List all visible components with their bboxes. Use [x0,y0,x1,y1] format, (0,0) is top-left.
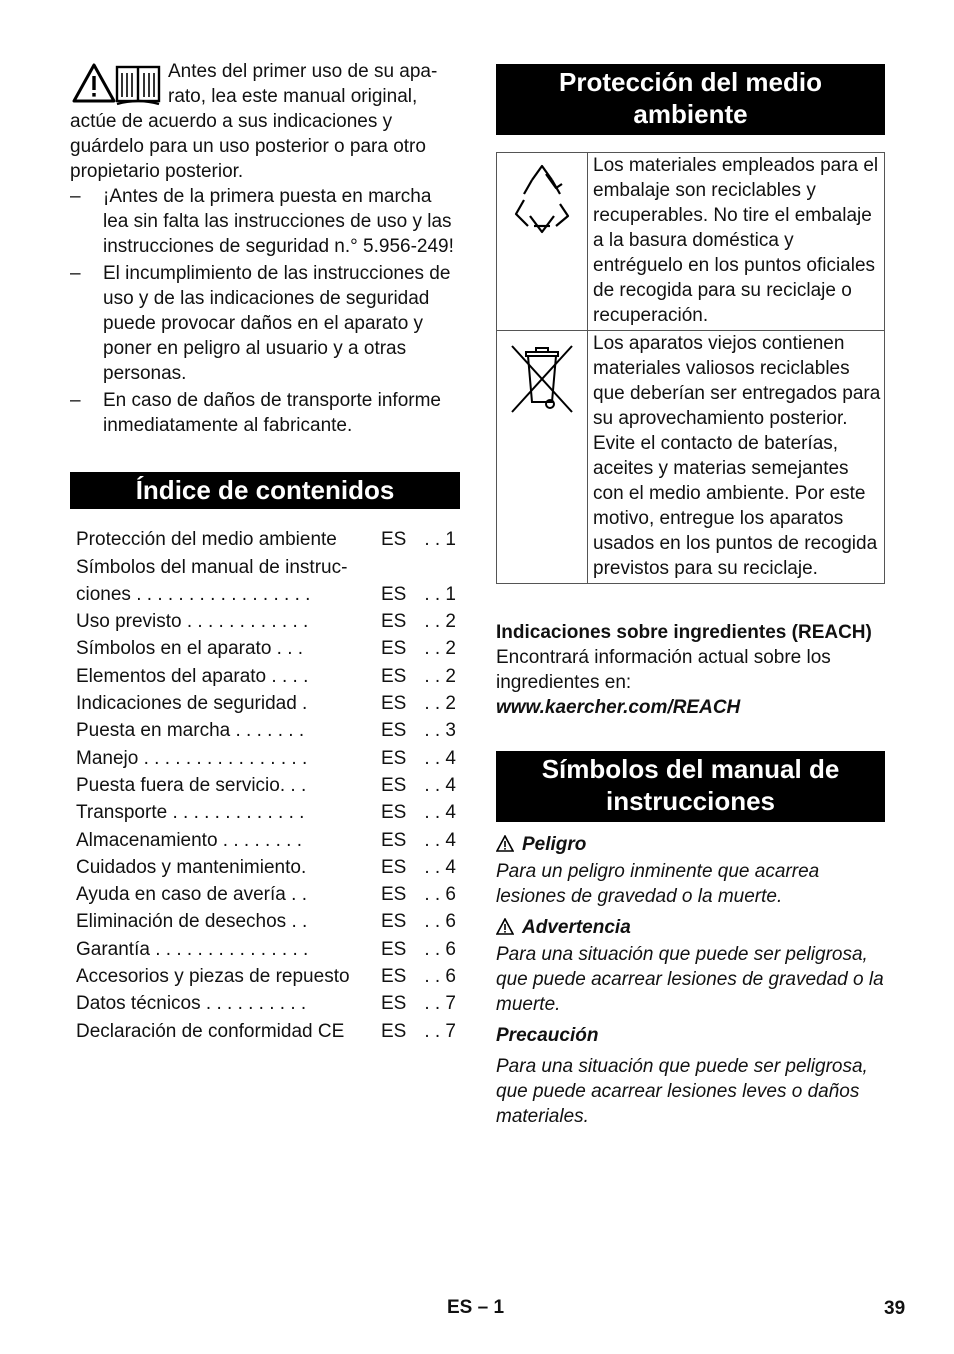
toc-entry-lang: ES [381,583,407,605]
toc-entry-page: . . 2 [424,665,456,687]
crossed-bin-text: Los aparatos viejos contienen materiales valiosos reciclables que deberían ser entregados para su aprovechamiento posterior. Evite el contacto de baterías, aceites y materias semejantes con el medio ambiente. Por este motivo, entregue los aparatos usados en los puntos de recogida previstos para su reciclaje. [588,331,885,584]
toc-row [70,607,460,634]
intro-line: propietario posterior. [70,161,244,182]
toc-entry-title: Símbolos en el aparato . . . [76,638,304,660]
toc-entry-title: Ayuda en caso de avería . . [76,884,307,906]
warning-icon [496,835,514,852]
reach-url[interactable]: www.kaercher.com/REACH [496,697,741,718]
reach-heading: Indicaciones sobre ingredientes (REACH) [496,622,872,643]
toc-entry-page: . . 3 [424,720,456,742]
toc-entry-lang: ES [381,938,407,960]
toc-entry-title: Accesorios y piezas de repuesto [76,966,350,988]
toc-row [70,907,460,934]
toc-entry-lang: ES [381,747,407,769]
toc-entry-title: Protección del medio ambiente [76,529,337,551]
toc-row [70,716,460,743]
table-row [497,153,885,331]
toc-entry-title: Uso previsto . . . . . . . . . . . . [76,611,309,633]
symbol-text-danger: Para un peligro inminente que acarrea lesiones de gravedad o la muerte. [496,861,820,907]
toc-row [70,634,460,661]
toc-entry-title: Elementos del aparato . . . . [76,665,309,687]
toc-entry-title: Indicaciones de seguridad . [76,693,308,715]
environment-table [496,152,885,584]
toc-row [70,580,460,607]
toc-entry-lang: ES [381,665,407,687]
toc-entry-page: . . 6 [424,966,456,988]
table-row [497,331,885,584]
toc-row [70,689,460,716]
toc-entry-lang: ES [381,993,407,1015]
toc-entry-lang: ES [381,611,407,633]
intro-block [70,59,460,184]
toc-entry-page: . . 4 [424,774,456,796]
toc-entry-page: . . 2 [424,611,456,633]
environment-heading: Protección del medio ambiente [496,64,885,135]
toc-entry-title: Datos técnicos . . . . . . . . . . [76,993,307,1015]
intro-bullet-list [70,184,460,440]
page-number: 39 [884,1298,906,1319]
toc-entry-lang: ES [381,966,407,988]
toc-row [70,989,460,1016]
crossed-bin-icon [502,332,582,418]
toc-entry-lang: ES [381,774,407,796]
toc-row [70,798,460,825]
toc-row [70,825,460,852]
toc-entry-page: . . 4 [424,856,456,878]
toc-entry-lang [376,552,423,579]
toc-entry-lang: ES [381,1020,407,1042]
symbol-text-caution: Para una situación que puede ser peligrosa, que puede acarrear lesiones leves o daños materiales. [496,1056,868,1127]
toc-entry-page: . . 7 [424,993,456,1015]
recycling-text: Los materiales empleados para el embalaje son reciclables y recuperables. No tire el embalaje a la basura doméstica y entréguelo en los puntos oficiales de recogida para su reciclaje o recuperación. [588,153,885,331]
toc-entry-lang: ES [381,529,407,551]
toc-entry-page: . . 2 [424,638,456,660]
toc-entry-title: Declaración de conformidad CE [76,1020,345,1042]
recycling-cell [497,153,588,331]
intro-icons [70,61,162,107]
toc-row [70,853,460,880]
toc-entry-lang: ES [381,638,407,660]
list-item: – En caso de daños de transporte informe inmediatamente al fabricante. [70,390,441,436]
toc-row [70,743,460,770]
toc-entry-title: Manejo . . . . . . . . . . . . . . . . [76,747,308,769]
toc-entry-lang: ES [381,884,407,906]
toc-entry-page: . . 6 [424,884,456,906]
toc-entry-lang: ES [381,829,407,851]
toc-entry-page: . . 2 [424,693,456,715]
toc-entry-title: Transporte . . . . . . . . . . . . . [76,802,305,824]
toc-row [70,934,460,961]
toc-entry-title: Almacenamiento . . . . . . . . [76,829,302,851]
toc-entry-title: ciones . . . . . . . . . . . . . . . . . [76,583,311,605]
toc-row [70,962,460,989]
toc-entry-lang: ES [381,720,407,742]
toc-entry-title: Símbolos del manual de instruc- [76,556,348,578]
toc-row [70,771,460,798]
symbol-heading-warning: Advertencia [496,915,885,940]
toc-entry-page: . . 6 [424,938,456,960]
symbols-block [496,832,885,1129]
toc-entry-title: Puesta fuera de servicio. . . [76,774,307,796]
intro-line: Antes del primer uso de su apa- [168,61,438,82]
toc-table [70,525,460,1044]
toc-row [70,525,460,552]
warning-manual-icon [70,61,162,107]
toc-entry-title: Eliminación de desechos . . [76,911,308,933]
toc-entry-page: . . 4 [424,829,456,851]
symbol-text-warning: Para una situación que puede ser peligrosa, que puede acarrear lesiones de gravedad o la muerte. [496,944,884,1015]
toc-entry-page: . . 1 [424,529,456,551]
toc-entry-page [423,552,460,579]
list-item: – ¡Antes de la primera puesta en marcha lea sin falta las instrucciones de uso y las instrucciones de seguridad n.° 5.956-249! [70,186,454,257]
intro-line: actúe de acuerdo a sus indicaciones y [70,111,393,132]
toc-entry-page: . . 4 [424,747,456,769]
symbol-heading-caution: Precaución [496,1025,599,1046]
toc-heading: Índice de contenidos [70,472,460,509]
footer-section: ES – 1 [447,1297,505,1318]
toc-entry-lang: ES [381,856,407,878]
toc-entry-title: Garantía . . . . . . . . . . . . . . . [76,938,309,960]
recycling-icon [502,154,582,244]
reach-block [496,620,885,720]
symbol-heading-danger: Peligro [496,832,885,857]
toc-entry-page: . . 4 [424,802,456,824]
crossed-bin-cell [497,331,588,584]
intro-line: guárdelo para un uso posterior o para otro [70,136,426,157]
symbols-heading: Símbolos del manual de instrucciones [496,751,885,822]
toc-row [70,552,460,579]
list-item: – El incumplimiento de las instrucciones de uso y de las indicaciones de seguridad puede provocar daños en el aparato y poner en peligro al usuario y a otras personas. [70,263,451,384]
toc-entry-title: Puesta en marcha . . . . . . . [76,720,305,742]
toc-row [70,661,460,688]
toc-entry-title: Cuidados y mantenimiento. [76,856,307,878]
intro-line: rato, lea este manual original, [168,86,418,107]
toc-row [70,880,460,907]
toc-entry-page: . . 7 [424,1020,456,1042]
reach-text: Encontrará información actual sobre los ingredientes en: [496,647,831,693]
toc-entry-lang: ES [381,911,407,933]
toc-entry-page: . . 6 [424,911,456,933]
warning-icon [496,918,514,935]
toc-entry-lang: ES [381,802,407,824]
toc-entry-lang: ES [381,693,407,715]
toc-row [70,1016,460,1043]
toc-entry-page: . . 1 [424,583,456,605]
